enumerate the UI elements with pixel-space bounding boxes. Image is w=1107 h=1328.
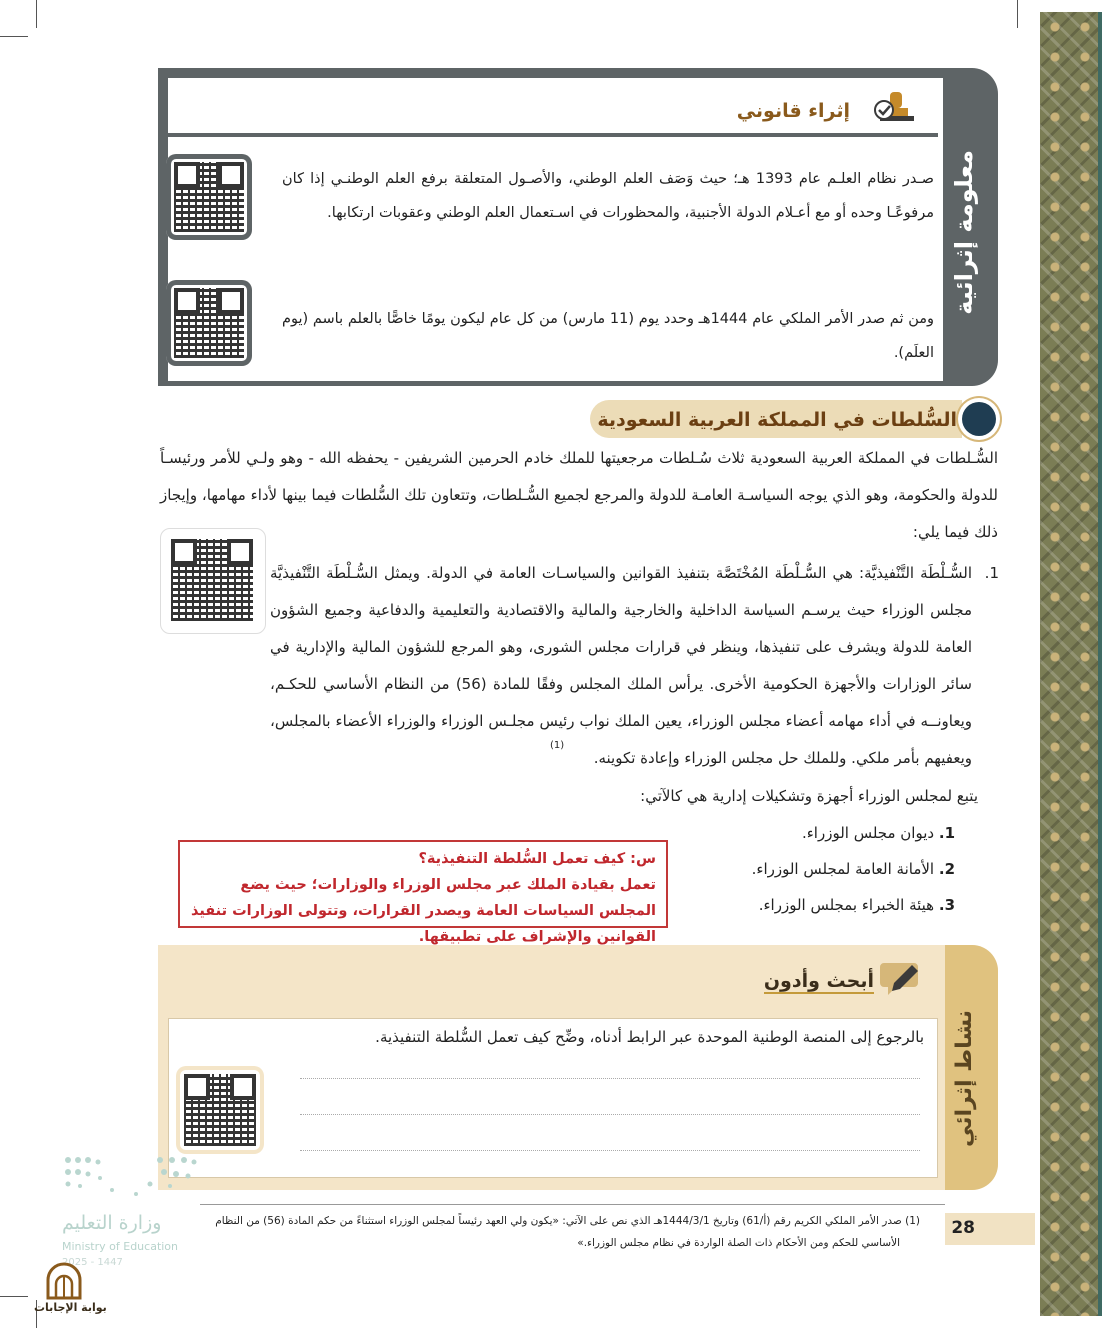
qr-code[interactable] bbox=[166, 280, 252, 366]
crop-mark bbox=[0, 1296, 28, 1297]
question: س: كيف تعمل السُّلطة التنفيذية؟ bbox=[418, 851, 656, 867]
footnote-divider bbox=[200, 1204, 945, 1205]
writing-line[interactable] bbox=[300, 1150, 920, 1151]
page-number: 28 bbox=[951, 1218, 975, 1238]
legal-side-label: معلومة إثرائية bbox=[950, 150, 978, 315]
list-item: 3. هيئة الخبراء بمجلس الوزراء. bbox=[758, 896, 955, 914]
answer-box bbox=[178, 840, 668, 945]
list-item: 1. ديوان مجلس الوزراء. bbox=[801, 824, 955, 842]
stamp-icon bbox=[872, 90, 918, 124]
crop-mark bbox=[0, 36, 28, 37]
qr-code[interactable] bbox=[166, 154, 252, 240]
legal-paragraph-2: ومن ثم صدر الأمر الملكي عام 1444هـ وحدد يوم (11 مارس) من كل عام ليكون يومًا خاصًّا بالعلم باسم (يوم العلَم). bbox=[282, 311, 934, 361]
executive-authority-body: السُّـلْطَة التَّنْفيذيَّة: هي السُّـلْطَة المُخْتَصَّة بتنفيذ القوانين والسياسـات العامة في الدولة. ويمثل السُّـلْطَة التَّنْفيذيَّة مجلس الوزراء حيث يرسـم السياسة الداخلية والخارجية والمالية والاقتصادية والتعليمية والدفاعية وجميع الشؤون العامة للدولة ويشرف على تنفيذها، وينظر في قرارات مجلس الشورى، وهو المرجع للشؤون المالية والإدارية في سائر الوزارات والأجهزة الحكومية الأخرى. يرأس الملك المجلس وفقًا للمادة (56) من النظام الأساسي للحكـم، ويعاونــه في أداء مهامه أعضاء مجلس الوزراء، يعين الملك نواب رئيس مجلـس الوزراء والوزراء الأعضاء بالمجلس، ويعفيهم بأمر ملكي. وللملك حل مجلس الوزراء وإعادة تكوينه. bbox=[270, 564, 972, 767]
footnote-line-2: الأساسي للحكم ومن الأحكام ذات الصلة الواردة في نظام مجلس الوزراء.» bbox=[577, 1237, 900, 1249]
writing-line[interactable] bbox=[300, 1114, 920, 1115]
section-title: السُّلطات في المملكة العربية السعودية bbox=[597, 409, 957, 431]
portal-logo-icon bbox=[44, 1258, 84, 1302]
executive-authority-text bbox=[160, 555, 972, 777]
ministry-name-english: Ministry of Education bbox=[62, 1240, 179, 1253]
legal-paragraph-1: صـدر نظام العلـم عام 1393 هـ؛ حيث وَصَف العلم الوطني، والأصـول المتعلقة برفع العلم الوطنـي إذا كان مرفوعًـا وحده أو مع أعـلام الدولة الأجنبية، والمحظورات في اسـتعمال العلم الوطني وعقوبات ارتكابها. bbox=[282, 171, 934, 221]
portal-name: بوابة الإجابات bbox=[34, 1301, 107, 1314]
ministry-name-arabic: وزارة التعليم bbox=[62, 1212, 162, 1234]
page-number-tab bbox=[945, 1213, 1035, 1245]
writing-line[interactable] bbox=[300, 1078, 920, 1079]
footnote-line-1: (1) صدر الأمر الملكي الكريم رقم (أ/61) وتاريخ 1444/3/1هـ الذي نص على الآتي: «يكون ولي العهد رئيساً لمجلس الوزراء استثناءً من حكم المادة (56) من النظام bbox=[215, 1215, 920, 1227]
answer-text bbox=[186, 846, 656, 950]
activity-title: أبحث وأدون bbox=[763, 970, 874, 992]
pen-chat-icon bbox=[880, 955, 924, 999]
list-number: 1. bbox=[984, 564, 999, 582]
sun-badge-icon bbox=[962, 402, 996, 436]
footnote-reference: (1) bbox=[550, 740, 565, 751]
section-intro: السُّـلطات في المملكة العربية السعودية ثلاث سُـلطات مرجعيتها للملك خادم الحرمين الشريفين - يحفظه الله - وهو ولـي للأمر ورئيسـاً للدولة والحكومة، وهو الذي يوجه السياسـة العامـة للدولة والمرجع لجميع السُّـلطات، وتتعاون تلك السُّلطات فيما بينها لأداء مهامها، وإيجاز ذلك فيما يلي: bbox=[160, 449, 998, 541]
bodies-list bbox=[700, 815, 955, 923]
activity-side-label: نشاط إثرائي bbox=[952, 1010, 977, 1147]
crop-mark bbox=[36, 0, 37, 28]
list-item: 2. الأمانة العامة لمجلس الوزراء. bbox=[751, 860, 955, 878]
decorative-pattern-strip bbox=[1040, 12, 1100, 1316]
legal-header bbox=[168, 78, 938, 137]
activity-prompt: بالرجوع إلى المنصة الوطنية الموحدة عبر الرابط أدناه، وضِّح كيف تعمل السُّلطة التنفيذية. bbox=[375, 1028, 924, 1046]
ministry-year: 2025 - 1447 bbox=[62, 1257, 123, 1268]
crop-mark bbox=[1017, 0, 1018, 28]
legal-title: إثراء قانوني bbox=[736, 100, 850, 122]
ministry-logo-dots bbox=[60, 1150, 200, 1200]
decorative-edge bbox=[1098, 12, 1102, 1316]
qr-code[interactable] bbox=[176, 1066, 264, 1154]
answer: تعمل بقيادة الملك عبر مجلس الوزراء والوزارات؛ حيث يضع المجلس السياسات العامة ويصدر القرارات، وتتولى الوزارات تنفيذ القوانين والإشراف على تطبيقها. bbox=[190, 877, 656, 945]
bodies-intro: يتبع لمجلس الوزراء أجهزة وتشكيلات إدارية هي كالآتي: bbox=[640, 787, 978, 805]
